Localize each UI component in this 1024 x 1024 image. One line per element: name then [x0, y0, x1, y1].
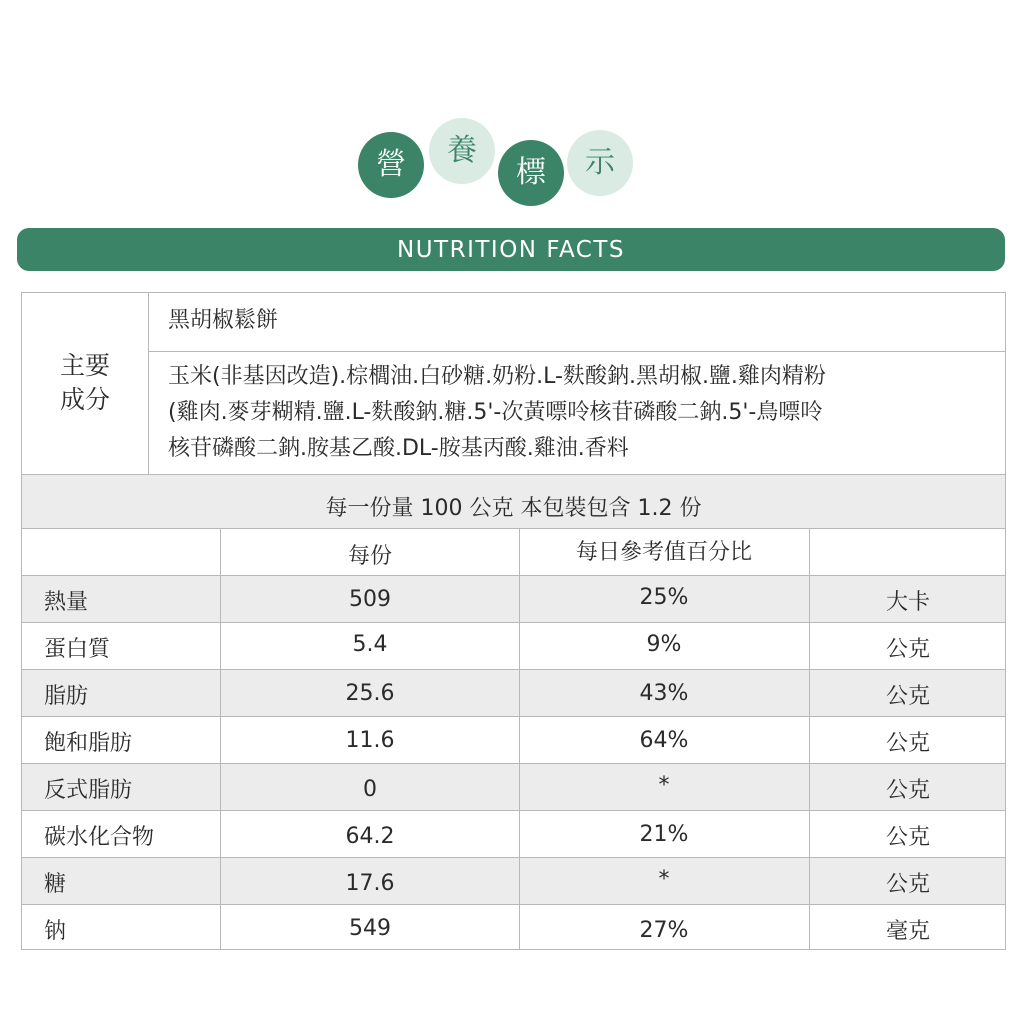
row-unit: 公克	[885, 778, 930, 803]
row-unit: 公克	[885, 684, 930, 709]
ingredients-label-line-1: 主要	[59, 351, 110, 380]
divider	[22, 669, 1005, 670]
title-char-3: 標	[498, 140, 564, 206]
row-amount: 0	[363, 777, 377, 802]
row-daily-value: 9%	[646, 632, 682, 657]
row-amount: 17.6	[345, 871, 395, 896]
row-amount: 5.4	[352, 632, 388, 657]
ingredients-line-1: 玉米(非基因改造).棕櫚油.白砂糖.奶粉.L-麩酸鈉.黑胡椒.鹽.雞肉精粉	[168, 364, 826, 389]
row-daily-value: 27%	[639, 918, 689, 943]
divider	[22, 857, 1005, 858]
ingredients-label	[22, 293, 148, 473]
row-daily-value: 43%	[639, 681, 689, 706]
row-unit: 公克	[885, 825, 930, 850]
ingredients-label-line-2: 成分	[59, 385, 110, 414]
row-daily-value: *	[658, 867, 670, 892]
divider	[22, 575, 1005, 576]
ingredients-line-3: 核苷磷酸二鈉.胺基乙酸.DL-胺基丙酸.雞油.香料	[168, 436, 629, 461]
row-name: 钠	[44, 919, 67, 944]
row-amount: 509	[349, 587, 391, 612]
divider	[22, 528, 1005, 529]
row-daily-value: 64%	[639, 728, 689, 753]
row-name: 糖	[44, 872, 67, 897]
row-unit: 大卡	[885, 590, 930, 615]
row-amount: 549	[349, 916, 391, 941]
nutrition-table	[21, 292, 1006, 950]
title-char-2: 養	[429, 118, 495, 184]
divider	[22, 622, 1005, 623]
row-daily-value: *	[658, 773, 670, 798]
row-amount: 11.6	[345, 728, 395, 753]
row-unit: 公克	[885, 872, 930, 897]
row-unit: 公克	[885, 637, 930, 662]
divider	[22, 810, 1005, 811]
row-name: 脂肪	[44, 684, 89, 709]
row-name: 飽和脂肪	[44, 731, 133, 756]
row-name: 蛋白質	[44, 637, 111, 662]
divider	[22, 474, 1005, 475]
row-name: 反式脂肪	[44, 778, 133, 803]
row-daily-value: 25%	[639, 585, 689, 610]
divider	[22, 716, 1005, 717]
row-daily-value: 21%	[639, 822, 689, 847]
ingredients-line-2: (雞肉.麥芽糊精.鹽.L-麩酸鈉.糖.5'-次黃嘌呤核苷磷酸二鈉.5'-鳥嘌呤	[168, 400, 823, 425]
header-per-serving: 每份	[347, 544, 392, 569]
title-char-1: 營	[358, 132, 424, 198]
product-name: 黑胡椒鬆餅	[168, 308, 279, 333]
row-amount: 25.6	[345, 681, 395, 706]
serving-size: 每一份量 100 公克 本包裝包含 1.2 份	[325, 496, 702, 521]
divider	[22, 904, 1005, 905]
row-name: 碳水化合物	[44, 825, 155, 850]
row-unit: 公克	[885, 731, 930, 756]
divider	[148, 293, 149, 474]
row-unit: 毫克	[885, 919, 930, 944]
row-amount: 64.2	[345, 824, 395, 849]
divider	[22, 763, 1005, 764]
ingredients-text	[168, 359, 988, 467]
divider	[148, 351, 1006, 352]
row-name: 熱量	[44, 590, 89, 615]
header-daily-value: 每日參考值百分比	[575, 540, 752, 565]
nutrition-facts-banner: NUTRITION FACTS	[17, 228, 1005, 271]
title-char-4: 示	[567, 130, 633, 196]
